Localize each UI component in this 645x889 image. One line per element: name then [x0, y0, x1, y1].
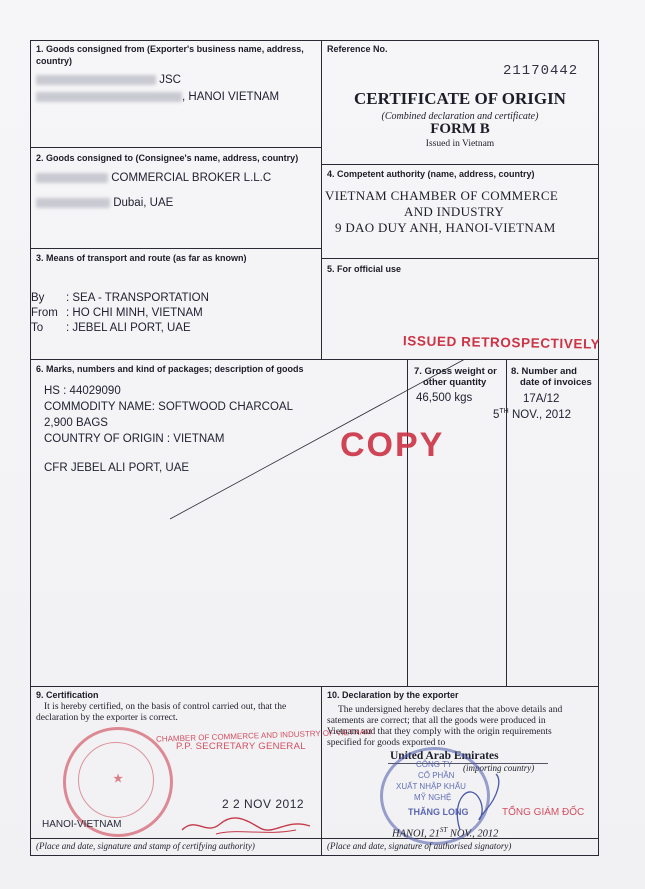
divider	[321, 40, 322, 360]
authority-address: 9 DAO DUY ANH, HANOI-VIETNAM	[335, 220, 556, 235]
certification-date-stamp: 2 2 NOV 2012	[222, 797, 305, 811]
box9-label: 9. Certification	[36, 690, 99, 700]
transport-to: : JEBEL ALI PORT, UAE	[66, 322, 191, 334]
box1-label: 1. Goods consigned from (Exporter's business name, address,	[36, 44, 304, 54]
hs-code: HS : 44029090	[44, 385, 121, 397]
certifier-signature	[176, 810, 316, 840]
chamber-stamp-line1: CHAMBER OF COMMERCE AND INDUSTRY OF VIETNAM	[155, 727, 372, 744]
commodity-name: COMMODITY NAME: SOFTWOOD CHARCOAL	[44, 401, 293, 413]
declaration-line4: specified for goods exported to	[327, 738, 446, 748]
box10-label: 10. Declaration by the exporter	[327, 690, 459, 700]
reference-label: Reference No.	[327, 44, 388, 54]
consignee-address-suffix: Dubai, UAE	[113, 197, 174, 209]
importing-country-caption: (importing country)	[463, 763, 535, 773]
company-seal-line3: XUẤT NHẬP KHẨU	[396, 782, 466, 791]
divider	[321, 164, 599, 165]
redacted-text	[36, 198, 110, 208]
box7-label: 7. Gross weight or	[414, 366, 497, 377]
box8-label: 8. Number and	[511, 366, 577, 377]
divider	[30, 248, 321, 249]
divider	[321, 686, 322, 856]
invoice-day: 5	[493, 408, 500, 421]
importing-country: United Arab Emirates	[390, 750, 499, 762]
declaration-line3: Vietnam and that they comply with the origin requirements	[327, 727, 552, 737]
invoice-date	[493, 408, 571, 421]
certification-text-cont: declaration by the exporter is correct.	[36, 713, 178, 723]
redacted-text	[36, 92, 182, 102]
company-seal-line4: MỸ NGHỆ	[414, 793, 452, 802]
transport-from: : HO CHI MINH, VIETNAM	[66, 307, 203, 319]
invoice-month-year: NOV., 2012	[511, 408, 571, 421]
issued-in: Issued in Vietnam	[425, 139, 495, 149]
redacted-text	[36, 173, 108, 183]
declaration-line1: The undersigned hereby declares that the above details and	[338, 705, 563, 715]
copy-stamp: COPY	[340, 426, 445, 464]
certification-place: HANOI-VIETNAM	[42, 819, 122, 830]
transport-by-label: By	[31, 292, 45, 304]
invoice-day-suffix: TH	[499, 408, 509, 415]
box2-label: 2. Goods consigned to (Consignee's name, address, country)	[36, 153, 299, 163]
consignee-address	[36, 197, 173, 209]
box4-label: 4. Competent authority (name, address, country)	[327, 169, 535, 179]
box9-footer: (Place and date, signature and stamp of certifying authority)	[36, 841, 255, 851]
consignee-name	[36, 172, 271, 184]
exporter-name	[36, 74, 181, 86]
box10-footer: (Place and date, signature of authorised signatory)	[327, 841, 512, 851]
box5-label: 5. For official use	[327, 264, 402, 274]
gross-weight: 46,500 kgs	[416, 392, 473, 404]
country-of-origin: COUNTRY OF ORIGIN : VIETNAM	[44, 433, 225, 445]
declaration-place-date	[392, 826, 498, 840]
bag-count: 2,900 BAGS	[44, 417, 108, 429]
company-seal-line5: THĂNG LONG	[408, 807, 469, 817]
box7-label-cont: other quantity	[423, 377, 487, 388]
director-title: TỔNG GIÁM ĐỐC	[502, 807, 585, 818]
box3-label: 3. Means of transport and route (as far as known)	[36, 253, 247, 263]
certificate-title: CERTIFICATE OF ORIGIN	[354, 89, 566, 108]
authority-line2: AND INDUSTRY	[404, 204, 505, 219]
declaration-day-suffix: ST	[439, 826, 448, 834]
consignee-suffix: COMMERCIAL BROKER L.L.C	[111, 172, 272, 184]
divider	[30, 686, 599, 687]
reference-number: 21170442	[503, 63, 579, 79]
declaration-line2: satements are correct; that all the goods were produced in	[327, 716, 546, 726]
box6-label: 6. Marks, numbers and kind of packages; description of goods	[36, 364, 304, 374]
certification-text: It is hereby certified, on the basis of control carried out, that the	[44, 702, 287, 712]
issued-retrospectively-stamp: ISSUED RETROSPECTIVELY	[402, 333, 601, 352]
declaration-month-year: NOV., 2012	[447, 828, 499, 840]
divider	[321, 258, 599, 259]
box8-label-cont: date of invoices	[520, 377, 592, 388]
divider	[30, 147, 321, 148]
exporter-address-suffix: , HANOI VIETNAM	[182, 91, 280, 103]
exporter-address	[36, 91, 279, 103]
transport-to-label: To	[31, 322, 44, 334]
transport-from-label: From	[31, 307, 58, 319]
declaration-place: HANOI, 21	[392, 828, 440, 840]
chamber-stamp-line2: P.P. SECRETARY GENERAL	[176, 741, 306, 752]
box1-label-cont: country)	[36, 56, 72, 66]
form-title: FORM B	[430, 121, 490, 137]
official-seal: ★	[63, 727, 173, 837]
exporter-suffix: JSC	[159, 74, 181, 86]
company-seal-line2: CỔ PHẦN	[418, 771, 455, 780]
certificate-subtitle: (Combined declaration and certificate)	[381, 111, 539, 122]
delivery-terms: CFR JEBEL ALI PORT, UAE	[44, 462, 190, 474]
redacted-text	[36, 75, 156, 85]
company-seal-line1: CÔNG TY	[416, 760, 453, 769]
transport-by: : SEA - TRANSPORTATION	[66, 292, 209, 304]
invoice-number: 17A/12	[523, 393, 560, 405]
authority-line1: VIETNAM CHAMBER OF COMMERCE	[325, 188, 559, 203]
